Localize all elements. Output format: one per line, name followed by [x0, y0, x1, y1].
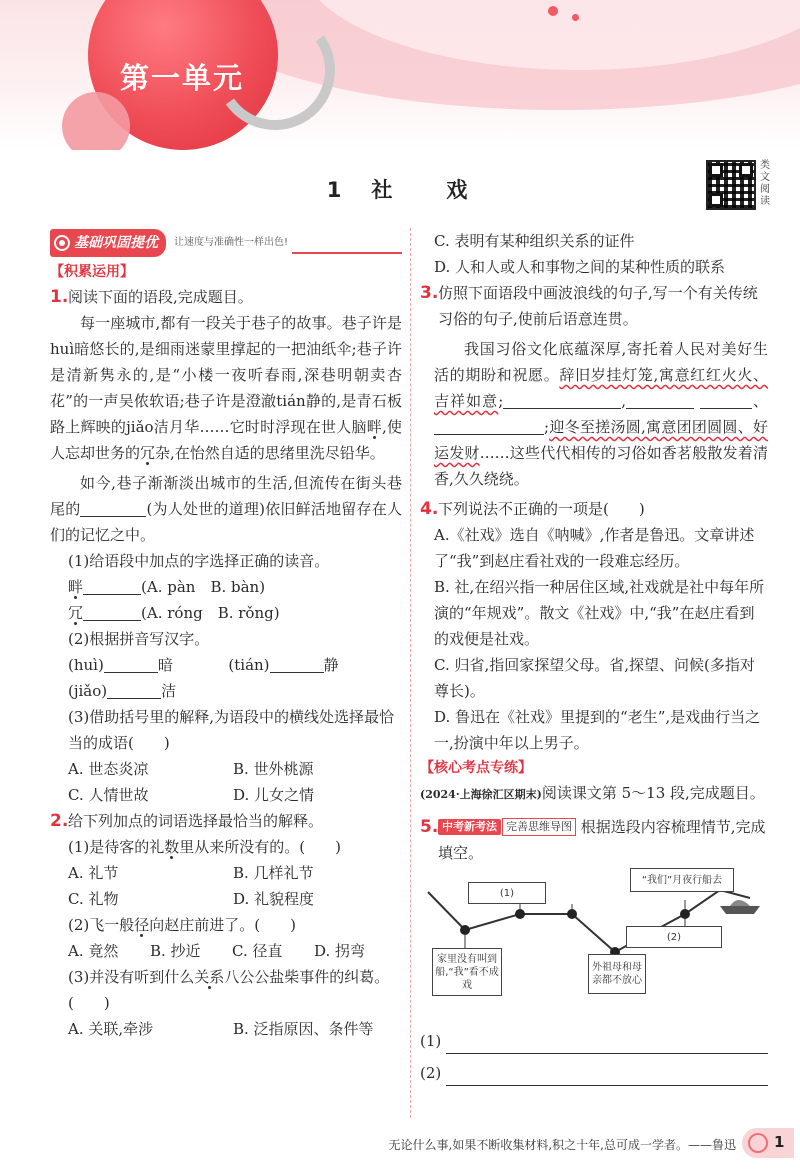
option-a[interactable]: A. 世态炎凉 [68, 760, 149, 778]
dotted-char: 畔 [366, 418, 382, 436]
sub-question-text: 里从来所没有的。( ) [179, 838, 341, 856]
question-number: 1. [50, 287, 69, 307]
diagram-box: 家里没有叫到船,“我”看不成戏 [432, 948, 502, 996]
passage-paragraph [50, 310, 402, 466]
answer-blank[interactable] [626, 391, 694, 409]
question-number: 2. [50, 811, 69, 831]
reading-options: (A. pàn B. bàn) [141, 578, 266, 596]
option-b[interactable]: B. 世外桃源 [233, 760, 314, 778]
option-a[interactable]: A. 关联,牵涉 [68, 1020, 154, 1038]
question-1 [50, 284, 402, 310]
options-row [50, 1016, 402, 1042]
answer-blank[interactable] [434, 417, 544, 435]
options-row [50, 860, 402, 886]
question-stem: 下列说法不正确的一项是( ) [438, 500, 645, 518]
option-d[interactable]: D. 礼貌程度 [233, 890, 315, 908]
qr-corner [709, 163, 723, 177]
question-stem: 给下列加点的词语选择最恰当的解释。 [68, 812, 324, 830]
plot-node [567, 909, 577, 919]
answer-blank[interactable] [104, 655, 158, 673]
passage-paragraph [50, 470, 402, 548]
answer-row [420, 1022, 768, 1054]
pinyin: (huì) [68, 656, 104, 674]
plot-node [515, 909, 525, 919]
question-number: 5. [420, 817, 439, 837]
sub-question-text: (2)飞一般 [68, 916, 135, 934]
section-badge [50, 229, 166, 257]
ring-icon [748, 1133, 768, 1153]
sub-question-text: 八公公盐柴事件的纠葛。( ) [68, 968, 390, 1012]
header-banner [0, 0, 800, 150]
lesson-title-char: 戏 [446, 178, 474, 202]
page-number-tab [742, 1128, 794, 1158]
diagram-box-label: (2) [666, 931, 682, 943]
plot-diagram [420, 872, 768, 1022]
pinyin-word: 静 [323, 656, 339, 674]
dotted-char: 关系 [194, 968, 225, 986]
option-d[interactable]: D. 儿女之情 [233, 786, 315, 804]
dotted-char: 数 [164, 838, 180, 856]
passage-text: 我国习俗文化底蕴深厚,寄托着人民对美好生活的期盼和祝愿。 [434, 340, 768, 384]
passage-text: 如今,巷子渐渐淡出城市的生活,但流传在街头巷尾的 [50, 474, 402, 518]
passage-text: (为人处世的道理)依旧鲜活地留存在人们的记忆之中。 [50, 500, 402, 544]
option-b[interactable]: B. 社,在绍兴指一种居住区域,社戏就是社中每年所演的“年规戏”。散文《社戏》中,“我”在赵庄看到的戏便是社戏。 [434, 578, 765, 648]
left-column [50, 228, 402, 1042]
passage-text: 杂,在怡然自适的思绪里洗尽铅华。 [155, 444, 385, 462]
diagram-box-blank[interactable] [626, 926, 722, 948]
section-banner [50, 228, 402, 258]
option-d[interactable]: D. 拐弯 [314, 942, 366, 960]
tag-new-method: 中考新考法 [438, 819, 501, 835]
pinyin-row [50, 652, 402, 678]
pinyin: (tián) [228, 656, 270, 674]
boat-icon [720, 906, 760, 914]
qr-code[interactable] [706, 160, 756, 210]
sub-question [50, 964, 402, 1016]
options-row [50, 938, 402, 964]
qr-corner [739, 163, 753, 177]
option-c[interactable]: C. 径直 [232, 942, 283, 960]
passage-text: ……这些代代相传的习俗如香茗般散发着清香,久久绕绕。 [434, 444, 768, 488]
sub-question: (2)根据拼音写汉字。 [68, 630, 210, 648]
options-row [50, 756, 402, 782]
passage-text: ; [498, 392, 504, 410]
sub-question: (1)给语段中加点的字选择正确的读音。 [68, 552, 330, 570]
source-text: 阅读课文第 5～13 段,完成题目。 [541, 784, 765, 802]
pinyin: (jiǎo) [68, 682, 108, 700]
footer-quote: 无论什么事,如果不断收集材料,积之十年,总可成一学者。——鲁迅 [388, 1138, 736, 1152]
diagram-box-label: (1) [499, 887, 515, 899]
section-badge-label: 基础巩固提优 [74, 235, 158, 251]
question-4 [420, 496, 768, 522]
section-slogan: 让速度与准确性一样出色! [174, 237, 289, 248]
unit-title: 第一单元 [120, 61, 245, 95]
option-b[interactable]: B. 抄近 [150, 942, 201, 960]
reading-row [50, 574, 402, 600]
source-label: (2024·上海徐汇区期末) [420, 788, 542, 801]
qr-corner [709, 193, 723, 207]
right-column [420, 228, 768, 1086]
question-stem: 仿照下面语段中画波浪线的句子,写一个有关传统习俗的句子,使前后语意连贯。 [438, 284, 758, 328]
source-line [420, 780, 768, 808]
answer-row [420, 1054, 768, 1086]
lesson-title-char: 社 [371, 178, 399, 202]
sub-question: (3)借助括号里的解释,为语段中的横线处选择最恰当的成语( ) [68, 708, 395, 752]
question-number: 4. [420, 499, 439, 519]
question-2 [50, 808, 402, 834]
wavy-sentence: 辞旧岁挂灯笼,寓意红红火火、吉祥如意 [434, 366, 768, 410]
lesson-number: 1 [326, 178, 348, 202]
answer-label: (2) [420, 1064, 442, 1082]
diagram-box-blank[interactable] [468, 882, 546, 904]
dotted-char: 径 [134, 916, 150, 934]
question-number: 3. [420, 283, 439, 303]
passage-text: ,使人忘却世务的 [50, 418, 402, 462]
answer-label: (1) [420, 1032, 442, 1050]
sub-question-text: 向赵庄前进了。( ) [149, 916, 296, 934]
option-c[interactable]: C. 归省,指回家探望父母。省,探望、问候(多指对尊长)。 [434, 656, 755, 700]
answer-blank[interactable] [80, 499, 146, 517]
answer-line[interactable] [446, 1034, 768, 1054]
dotted-char: 冗 [68, 604, 84, 622]
header-dot [572, 14, 579, 21]
question-5 [420, 814, 768, 866]
footer [0, 1124, 800, 1172]
passage-text: ; [544, 418, 550, 436]
dotted-char: 畔 [68, 578, 84, 596]
wavy-sentence: 迎冬至搓汤圆,寓意团团圆圆、好运发财 [434, 418, 768, 462]
options-row [50, 782, 402, 808]
subhead-accumulate: 【积累运用】 [50, 264, 134, 280]
option-a[interactable]: A.《社戏》选自《呐喊》,作者是鲁迅。文章讲述了“我”到赵庄看社戏的一段难忘经历。 [434, 526, 755, 570]
plot-node [460, 925, 470, 935]
reading-options: (A. róng B. rǒng) [141, 604, 280, 622]
pinyin-word: 暗 [157, 656, 173, 674]
options-row [50, 886, 402, 912]
option-d[interactable]: D. 人和人或人和事物之间的某种性质的联系 [434, 258, 726, 276]
passage-paragraph: 我国习俗文化底蕴深厚,寄托着人民对美好生活的期盼和祝愿。辞旧岁挂灯笼,寓意红红火火、吉祥如意; , 、;迎冬至搓汤圆,寓意团团圆圆、好运发财……这些代代相传的习俗如香茗般散发着清香,久久绕绕。 [434, 340, 768, 488]
sub-question [50, 834, 402, 860]
lesson-title [0, 174, 800, 204]
pinyin-word: 洁 [161, 682, 177, 700]
answer-blank[interactable] [700, 391, 752, 409]
diagram-box: 外祖母和母亲都不放心 [588, 954, 646, 994]
subhead-core: 【核心考点专练】 [420, 760, 532, 776]
diagram-box: “我们”月夜行船去 [630, 868, 734, 892]
answer-blank[interactable] [107, 681, 161, 699]
answer-blank[interactable] [83, 577, 141, 595]
answer-blank[interactable] [503, 391, 621, 409]
target-icon [54, 235, 70, 251]
pinyin-row [50, 678, 402, 704]
sub-question-text: (3)并没有听到什么 [68, 968, 195, 986]
option-b[interactable]: B. 泛指原因、条件等 [233, 1020, 374, 1038]
question-stem: 阅读下面的语段,完成题目。 [68, 288, 253, 306]
qr-label: 类文阅读 [760, 160, 770, 207]
dotted-char: 冗 [140, 444, 156, 462]
question-stem: 根据选段内容梳理情节,完成填空。 [438, 818, 766, 862]
question-3 [420, 280, 768, 332]
tag-mindmap: 完善思维导图 [502, 818, 576, 836]
passage-text: 每一座城市,都有一段关于巷子的故事。巷子许是huì暗悠长的,是细雨迷蒙里撑起的一把油纸伞;巷子许是清新隽永的,是“小楼一夜听春雨,深巷明朝卖杏花”的一声吴侬软语;巷子许是澄澈tián静的,是青石板路上辉映的jiǎo洁月华……它时时浮现在世人脑 [50, 314, 402, 436]
reading-row [50, 600, 402, 626]
header-dot [548, 6, 558, 16]
option-c[interactable]: C. 人情世故 [68, 786, 149, 804]
option-b[interactable]: B. 几样礼节 [233, 864, 314, 882]
sub-question [50, 912, 402, 938]
option-d[interactable]: D. 鲁迅在《社戏》里提到的“老生”,是戏曲行当之一,扮演中年以上男子。 [434, 708, 761, 752]
sub-question-text: (1)是待客的礼 [68, 838, 165, 856]
answer-line[interactable] [446, 1066, 768, 1086]
answer-blank[interactable] [270, 655, 324, 673]
option-a[interactable]: A. 礼节 [68, 864, 119, 882]
passage-text: 、 [751, 392, 768, 410]
plot-node [680, 909, 690, 919]
answer-blank[interactable] [83, 603, 141, 621]
column-divider [410, 228, 411, 1118]
page-number: 1 [774, 1133, 785, 1151]
section-underline [292, 252, 402, 254]
option-c[interactable]: C. 礼物 [68, 890, 119, 908]
option-a[interactable]: A. 竟然 [68, 942, 119, 960]
option-c[interactable]: C. 表明有某种组织关系的证件 [434, 232, 635, 250]
